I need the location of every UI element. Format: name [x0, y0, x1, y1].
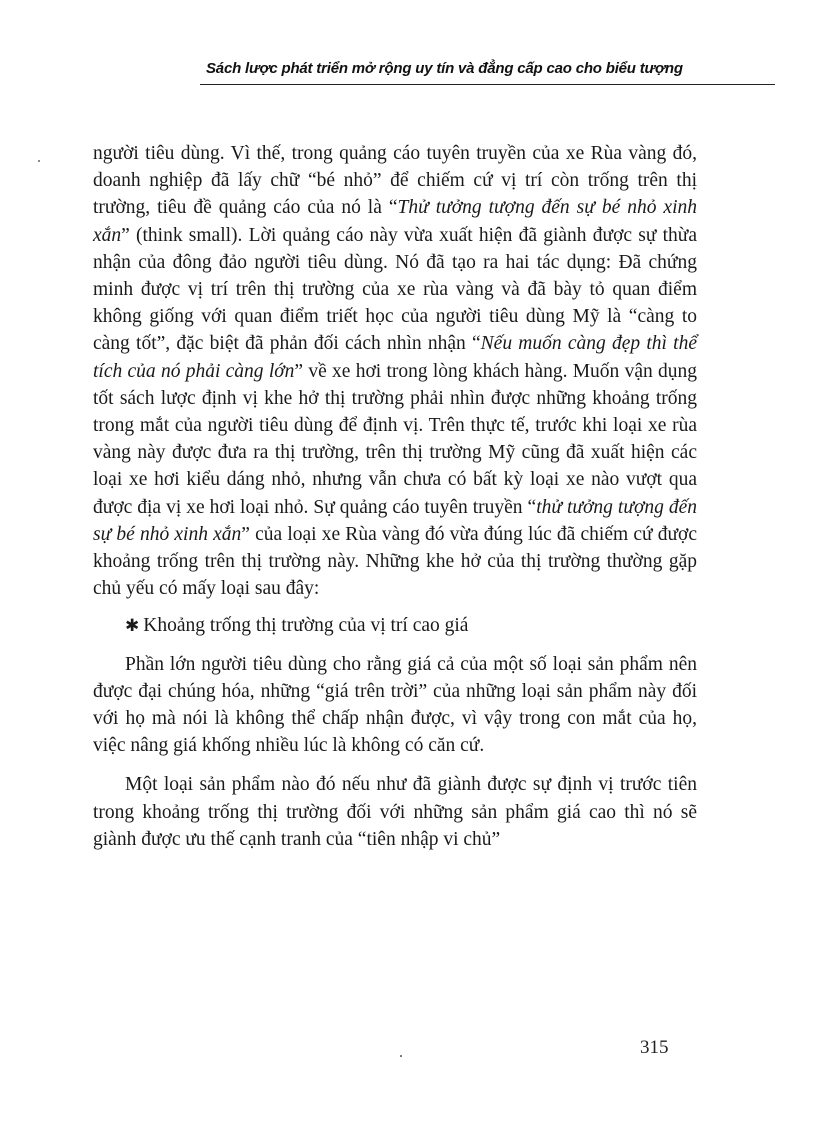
paragraph-1-quote-b: Nếu muốn càng đẹp thì thể tích của nó phải càng lớn: [93, 333, 697, 382]
paragraph-1: [93, 140, 697, 602]
paragraph-1-quote-c: thử tưởng tượng đến sự bé nhỏ xinh xắn: [93, 496, 697, 545]
paragraph-2: Phần lớn người tiêu dùng cho rằng giá cả của một số loại sản phẩm nên được đại chúng hóa, những “giá trên trời” của những loại sản phẩm này đối với họ mà nói là không thể chấp nhận được, vì vậy trong con mắt của họ, việc nâng giá khống nhiều lúc là không có căn cứ.: [93, 653, 697, 757]
page-number: 315: [640, 1037, 669, 1058]
paragraph-1-quote-a: Thử tưởng tượng đến sự bé nhỏ xinh xắn: [93, 197, 697, 246]
paragraph-1-text-b: ” (think small). Lời quảng cáo này vừa xuất hiện đã giành được sự thừa nhận của đông đảo người tiêu dùng. Nó đã tạo ra hai tác dụng: Đã chứng minh được vị trí trên thị trường của xe rùa vàng và đã bày tỏ quan điểm không giống với quan điểm triết học của người tiêu dùng Mỹ là “càng to càng tốt”, đặc biệt đã phản đối cách nhìn nhận “: [93, 224, 697, 355]
paragraph-1-text-c: ” về xe hơi trong lòng khách hàng. Muốn vận dụng tốt sách lược định vị khe hở thị trường phải nhìn được những khoảng trống trong mắt của người tiêu dùng để định vị. Trên thực tế, trước khi loại xe rùa vàng này được đưa ra thị trường, trên thị trường Mỹ cũng đã xuất hiện các loại xe hơi kiểu dáng nhỏ, nhưng vẫn chưa có bất kỳ loại xe nào vượt qua được địa vị xe hơi loại nhỏ. Sự quảng cáo tuyên truyền “: [93, 360, 698, 518]
header-rule: [200, 84, 775, 85]
scan-speck: [38, 160, 40, 162]
paragraph-3: Một loại sản phẩm nào đó nếu như đã giành được sự định vị trước tiên trong khoảng trống thị trường đối với những sản phẩm giá cao thì nó sẽ giành được ưu thế cạnh tranh của “tiên nhập vi chủ”: [93, 774, 697, 850]
asterisk-bullet-icon: ✱: [125, 616, 140, 637]
section-subheading: [93, 612, 697, 640]
body-text: [93, 140, 697, 853]
paragraph-1-text-d: ” của loại xe Rùa vàng đó vừa đúng lúc đã chiếm cứ được khoảng trống trên thị trường này. Những khe hở của thị trường thường gặp chủ yếu có mấy loại sau đây:: [93, 523, 697, 600]
subheading-text: Khoảng trống thị trường của vị trí cao giá: [143, 615, 469, 637]
running-header: Sách lược phát triển mở rộng uy tín và đẳng cấp cao cho biểu tượng: [206, 60, 683, 77]
paragraph-1-text-a: người tiêu dùng. Vì thế, trong quảng cáo tuyên truyền của xe Rùa vàng đó, doanh nghiệp đã lấy chữ “bé nhỏ” để chiếm cứ vị trí còn trống trên thị trường, tiêu đề quảng cáo của nó là “: [93, 143, 697, 219]
scan-speck: [400, 1055, 402, 1057]
